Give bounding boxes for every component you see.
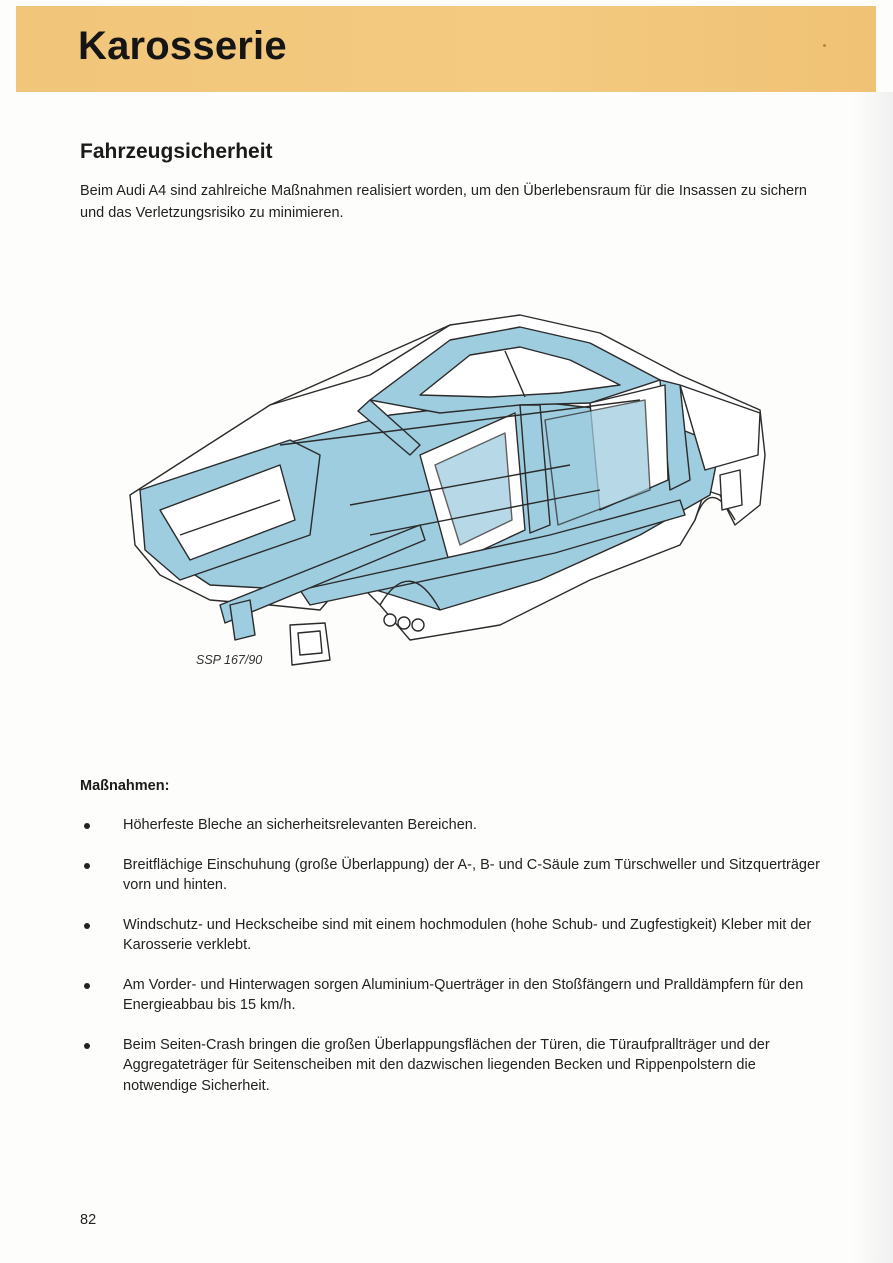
list-item [80,855,820,896]
list-item-text: Höherfeste Bleche an sicherheitsrelevanten Bereichen. [123,817,477,833]
list-item [80,1035,820,1097]
crash-box [290,623,330,665]
section-heading: Fahrzeugsicherheit [80,140,273,163]
list-item-text: Am Vorder- und Hinterwagen sorgen Aluminium-Querträger in den Stoßfängern und Pralldämpfern für den Energieabbau bis 15 km/h. [123,976,804,1013]
mount-hole [398,617,410,629]
figure-caption: SSP 167/90 [196,653,263,667]
list-item-text: Breitflächige Einschuhung (große Überlappung) der A-, B- und C-Säule zum Türschweller und Sitzquerträger vorn und hinten. [123,856,820,893]
bullet-icon [84,863,90,869]
front-bumper-beam [230,600,255,640]
bullet-icon [84,983,90,989]
mount-hole [412,619,424,631]
mount-hole [384,614,396,626]
list-item-text: Beim Seiten-Crash bringen die großen Überlappungsflächen der Türen, die Türaufprallträger und der Aggregateträger für Seitenscheiben mit den dazwischen liegenden Becken und Rippenpolstern die notwendige Sicherheit. [123,1036,770,1094]
bullet-icon [84,923,90,929]
bullet-icon [84,823,90,829]
car-body-figure [120,305,780,685]
list-item-text: Windschutz- und Heckscheibe sind mit einem hochmodulen (hohe Schub- und Zugfestigkeit) Kleber mit der Karosserie verklebt. [123,916,812,953]
header-band [16,6,876,92]
page-number: 82 [80,1212,97,1228]
list-item [80,975,820,1016]
rear-bumper-block [720,470,742,510]
car-body-illustration [120,305,780,685]
page-edge-shadow [853,92,893,1263]
measures-list [80,815,820,1115]
intro-paragraph: Beim Audi A4 sind zahlreiche Maßnahmen realisiert worden, um den Überlebensraum für die Insassen zu sichern und das Verletzungsrisiko zu minimieren. [80,183,807,221]
page-title: Karosserie [78,24,287,68]
list-item [80,915,820,956]
list-item [80,815,820,836]
header-speck [823,44,826,47]
bullet-icon [84,1043,90,1049]
measures-heading: Maßnahmen: [80,778,170,794]
